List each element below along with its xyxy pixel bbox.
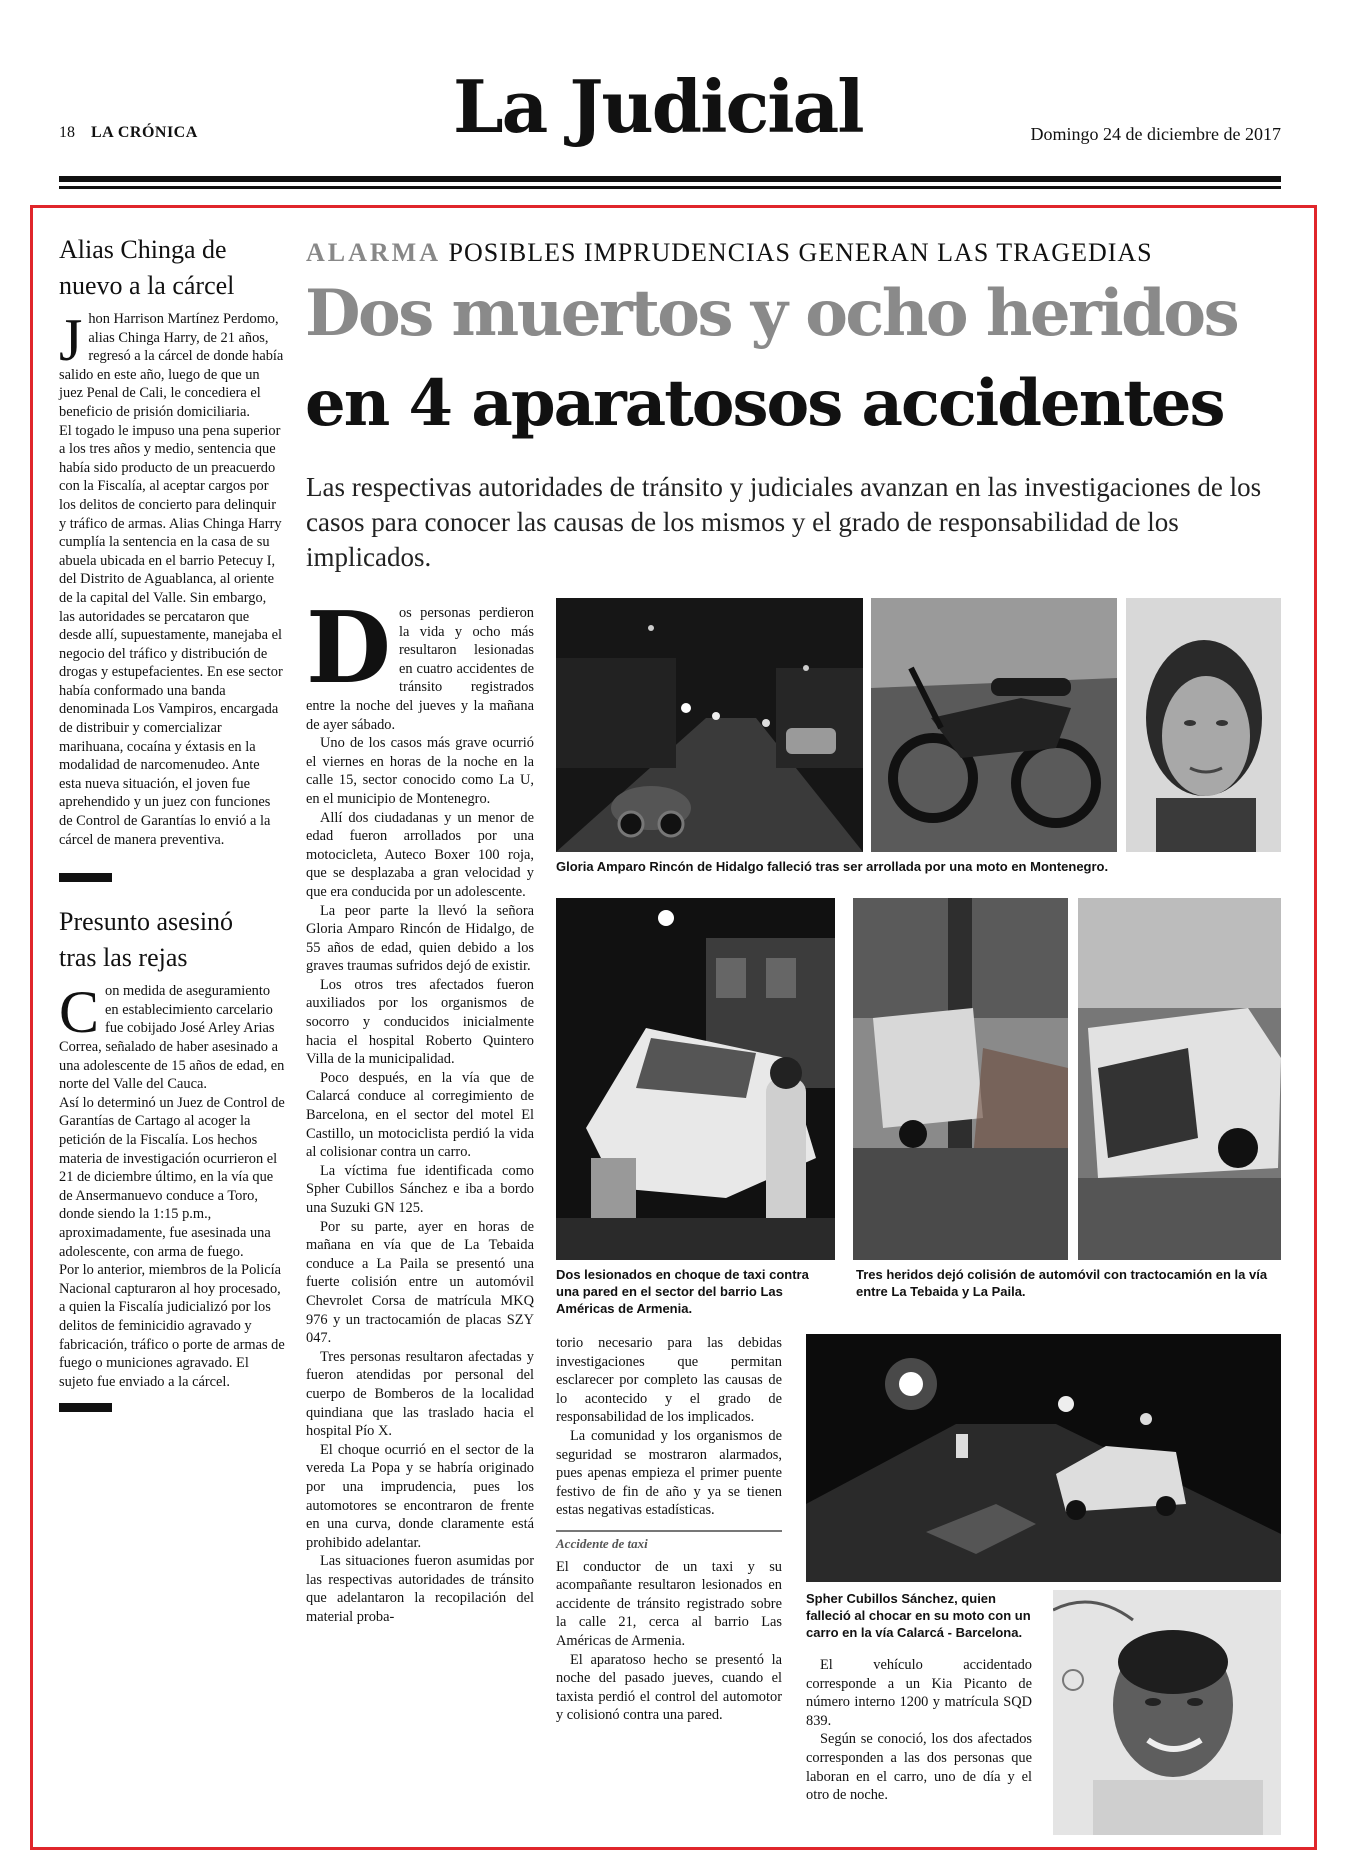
- main-headline-line1: Dos muertos y ocho heridos: [305, 276, 1238, 351]
- masthead: [59, 62, 1281, 157]
- main-column-2: [556, 1334, 782, 1725]
- story-paragraph: El aparatoso hecho se presentó la noche del pasado jueves, cuando el taxista perdió el control del automotor y colisionó contra una pared.: [556, 1651, 782, 1724]
- photo-motorcycle: [871, 598, 1117, 852]
- caption-taxi: Dos lesionados en choque de taxi contra una pared en el sector del barrio Las Américas de Armenia.: [556, 1267, 809, 1316]
- sidebar-story2-body: [59, 979, 285, 1391]
- headline-line: nuevo a la cárcel: [59, 271, 235, 300]
- story-paragraph: Poco después, en la vía que de Calarcá conduce al corregimiento de Barcelona, en el sector del motel El Castillo, un motociclista perdió la vida al colisionar contra un carro.: [306, 1069, 534, 1161]
- page-number: 18: [59, 124, 75, 141]
- story-paragraph: El choque ocurrió en el sector de la vereda La Popa y se habría originado por una imprudencia, pues los automotores se encontraron de frente en una curva, donde claramente está prohibido adelantar.: [306, 1441, 534, 1551]
- story-paragraph: Tres personas resultaron afectadas y fueron atendidas por personal del cuerpo de Bomberos de la localidad quindiana que las traslado hacia el hospital Pío X.: [306, 1348, 534, 1440]
- story-paragraph: Las situaciones fueron asumidas por las respectivas autoridades de tránsito que adelantaron la recopilación del material proba-: [306, 1553, 534, 1626]
- main-headline-line2: en 4 aparatosos accidentes: [305, 366, 1224, 441]
- photo-calarca-road: [806, 1334, 1281, 1582]
- story-paragraph: El togado le impuso una pena superior a los tres años y medio, sentencia que había sido producto de un preacuerdo con la Fiscalía, al aceptar cargos por los delitos de concierto para delinquir y tráfico de armas. Alias Chinga Harry cumplía la sentencia en la casa de su abuela ubicada en el barrio Petecuy I, del Distrito de Aguablanca, al oriente de la capital del Valle. Sin embargo, las autoridades se percataron que desde allí, supuestamente, manejaba el negocio del tráfico y distribución de drogas y estupefacientes. En ese sector había conformado una banda denominada Los Vampiros, encargada de distribuir y comercializar marihuana, cocaína y éxtasis en la modalidad de narcomenudeo. Ante esta nueva situación, el joven fue aprehendido y un juez con funciones de Control de Garantías lo envió a la cárcel de manera preventiva.: [59, 422, 283, 848]
- publication-name: LA CRÓNICA: [91, 124, 198, 141]
- photo-wrecked-car: [1078, 898, 1281, 1260]
- photo-motorcyclist-portrait: [1053, 1590, 1281, 1835]
- story-paragraph: La víctima fue identificada como Spher Cubillos Sánchez e iba a bordo una Suzuki GN 125.: [306, 1162, 534, 1216]
- story-paragraph: Según se conoció, los dos afectados corresponden a las dos personas que laboran en el carro, uno de día y el otro de noche.: [806, 1731, 1032, 1804]
- kicker: [306, 238, 1153, 268]
- main-column-3: [806, 1656, 1032, 1805]
- subhead: Accidente de taxi: [556, 1530, 782, 1554]
- story-paragraph: os personas perdieron la vida y ocho más resultaron lesionadas en cuatro accidentes de tránsito registrados entre la noche del jueves y la mañana de ayer sábado.: [306, 605, 534, 733]
- story-paragraph: Allí dos ciudadanas y un menor de edad fueron arrollados por una motocicleta, Auteco Boxer 100 roja, que se desplazaba a gran velocidad y que era conducida por un adolescente.: [306, 809, 534, 900]
- masthead-rule-thin: [59, 186, 1281, 189]
- kicker-text: POSIBLES IMPRUDENCIAS GENERAN LAS TRAGEDIAS: [448, 238, 1153, 267]
- story-paragraph: Por su parte, ayer en horas de mañana en vía que de La Tebaida conduce a La Paila se presentó una fuerte colisión entre un automóvil Chevrolet Corsa de matrícula MKQ 976 y un tractocamión de placas SZY 047.: [306, 1218, 534, 1347]
- caption-calarca: Spher Cubillos Sánchez, quien falleció al chocar en su moto con un carro en la vía Calarcá - Barcelona.: [806, 1591, 1031, 1640]
- sidebar-story1-body: [59, 307, 285, 849]
- story-paragraph: La comunidad y los organismos de seguridad se mostraron alarmados, pues apenas empieza el primer puente festivo de fin de año y ya se tienen estas negativas estadísticas.: [556, 1427, 782, 1519]
- story-paragraph: torio necesario para las debidas investigaciones que permitan esclarecer por completo las causas de lo acontecido y el grado de responsabilidad de los implicados.: [556, 1335, 782, 1426]
- headline-line: tras las rejas: [59, 943, 188, 973]
- dropcap: C: [59, 979, 100, 1046]
- sidebar-column: [59, 232, 285, 1434]
- photo-montenegro-street: [556, 598, 863, 852]
- story-lead: hon Harrison Martínez Perdomo, alias Chinga Harry, de 21 años, regresó a la cárcel de donde había salido en este año, luego de que un juez Penal de Cali, le concediera el beneficio de prisión domiciliaria.: [59, 311, 284, 420]
- photo-truck-collision: [853, 898, 1068, 1260]
- story-paragraph: El conductor de un taxi y su acompañante resultaron lesionados en accidente de tránsito registrado sobre la calle 21, cerca al barrio Las Américas de Armenia.: [556, 1558, 782, 1649]
- headline-line: Alias Chinga de: [59, 235, 227, 264]
- sidebar-story1-headline: [59, 232, 285, 304]
- masthead-rule-thick: [59, 176, 1281, 182]
- dropcap: D: [306, 591, 391, 706]
- story-paragraph: Los otros tres afectados fueron auxiliados por los organismos de socorro y conducidos inicialmente hacia el hospital Roberto Quintero Villa de la municipalidad.: [306, 976, 534, 1068]
- photo-taxi-crash: [556, 898, 835, 1260]
- caption-montenegro: Gloria Amparo Rincón de Hidalgo falleció tras ser arrollada por una moto en Montenegro.: [556, 859, 1109, 874]
- main-column-1: [306, 591, 534, 1627]
- sidebar-story2-headline: [59, 904, 285, 976]
- headline-line: Presunto asesinó: [59, 907, 234, 937]
- issue-date: Domingo 24 de diciembre de 2017: [1030, 124, 1281, 144]
- caption-tractocamion: Tres heridos dejó colisión de automóvil con tractocamión en la vía entre La Tebaida y La Paila.: [856, 1267, 1268, 1299]
- story-paragraph: El vehículo accidentado corresponde a un Kia Picanto de número interno 1200 y matrícula SQD 839.: [806, 1657, 1032, 1729]
- section-title: La Judicial: [453, 64, 863, 149]
- main-deck: Las respectivas autoridades de tránsito y judiciales avanzan en las investigaciones de los casos para conocer las causas de los mismos y el grado de responsabilidad de los implicados.: [306, 472, 1262, 572]
- story-paragraph: Uno de los casos más grave ocurrió el viernes en horas de la noche en la calle 15, sector conocido como La U, en el municipio de Montenegro.: [306, 735, 534, 807]
- kicker-label: ALARMA: [306, 238, 441, 267]
- story-paragraph: Por lo anterior, miembros de la Policía Nacional capturaron al hoy procesado, a quien la Fiscalía judicializó por los delitos de feminicidio agravado y fabricación, tráfico o porte de armas de fuego o municiones agravado. El sujeto fue enviado a la cárcel.: [59, 1262, 285, 1390]
- section-divider: [59, 1403, 112, 1412]
- story-lead: on medida de aseguramiento en establecimiento carcelario fue cobijado José Arley Arias Correa, señalado de haber asesinado a una adolescente de 15 años de edad, en norte del Valle del Cauca.: [59, 983, 285, 1093]
- section-divider: [59, 873, 112, 882]
- story-paragraph: Así lo determinó un Juez de Control de Garantías de Cartago al acoger la petición de la Fiscalía. Los hechos materia de investigación ocurrieron el 21 de diciembre último, en la vía que de Ansermanuevo conduce a Toro, donde siendo la 1:15 p.m., aproximadamente, fue asesinada una adolescente, con arma de fuego.: [59, 1094, 285, 1260]
- story-paragraph: La peor parte la llevó la señora Gloria Amparo Rincón de Hidalgo, de 55 años de edad, quien debido a los graves traumas sufridos dejó de existir.: [306, 902, 534, 975]
- photo-victim-portrait: [1126, 598, 1281, 852]
- dropcap: J: [59, 307, 83, 373]
